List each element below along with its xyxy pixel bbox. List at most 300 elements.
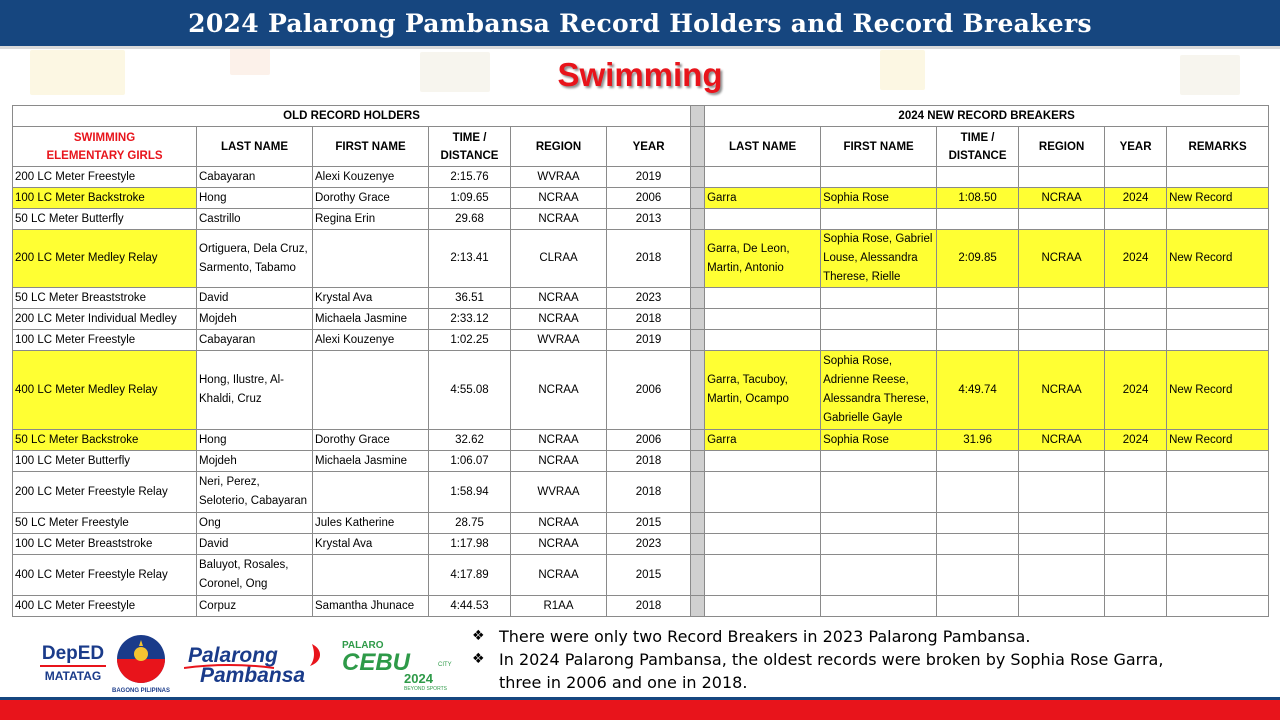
bagong-pilipinas-logo: [110, 632, 172, 694]
category-line: SWIMMING: [73, 131, 136, 144]
old-last-name-cell: [197, 330, 313, 351]
old-time-cell: 2:33.12: [429, 309, 511, 330]
new-first-name-cell: [821, 167, 937, 188]
record-row: [13, 472, 1269, 513]
old-time-cell: 32.62: [429, 430, 511, 451]
cell-line: Khaldi, Cruz: [199, 393, 262, 405]
new-time-cell: 31.96: [937, 430, 1019, 451]
new-time-cell: [937, 472, 1019, 513]
cebu-text: CEBU: [342, 649, 411, 676]
note-text: In 2024 Palarong Pambansa, the oldest records were broken by Sophia Rose Garra,: [499, 650, 1164, 669]
cell-line: Samantha Jhunace: [315, 599, 415, 612]
palaro-cebu-2024-logo: [338, 636, 458, 692]
new-year-header: YEAR: [1105, 127, 1167, 167]
record-row: [13, 209, 1269, 230]
new-region-cell: [1019, 513, 1105, 534]
palaro-text: PALARO: [342, 640, 384, 651]
old-last-name-cell: [197, 188, 313, 209]
new-last-name-cell: [705, 288, 821, 309]
new-last-name-cell: [705, 330, 821, 351]
remarks-cell: [1167, 513, 1269, 534]
event-cell: 400 LC Meter Medley Relay: [13, 351, 197, 430]
new-last-name-header: LAST NAME: [705, 127, 821, 167]
record-row: [13, 351, 1269, 430]
new-first-name-cell: [821, 472, 937, 513]
new-first-name-cell: [821, 513, 937, 534]
column-separator: [691, 167, 705, 188]
cell-line: Garra: [707, 433, 737, 446]
old-year-cell: 2006: [607, 430, 691, 451]
sport-title: Swimming: [557, 56, 723, 93]
cell-line: Sophia Rose, Gabriel: [823, 233, 933, 245]
old-first-name-cell: [313, 188, 429, 209]
new-region-cell: NCRAA: [1019, 188, 1105, 209]
new-time-cell: [937, 513, 1019, 534]
diamond-bullet-icon: ❖: [472, 628, 485, 644]
cell-line: Therese, Rielle: [823, 271, 901, 283]
cell-line: David: [199, 537, 229, 550]
new-first-name-cell: [821, 209, 937, 230]
cell-line: David: [199, 291, 229, 304]
header-line: TIME /: [960, 131, 995, 144]
record-row: [13, 513, 1269, 534]
new-time-cell: 1:08.50: [937, 188, 1019, 209]
new-time-cell: 2:09.85: [937, 230, 1019, 288]
old-time-cell: 36.51: [429, 288, 511, 309]
new-time-cell: [937, 167, 1019, 188]
remarks-cell: [1167, 534, 1269, 555]
new-year-cell: 2024: [1105, 188, 1167, 209]
cell-line: Sophia Rose,: [823, 355, 893, 367]
record-row: [13, 188, 1269, 209]
event-cell: 400 LC Meter Freestyle Relay: [13, 555, 197, 596]
city-text: CITY: [438, 662, 452, 668]
old-time-cell: 1:58.94: [429, 472, 511, 513]
year-2024-text: 2024: [404, 671, 433, 686]
note-item: [472, 648, 1272, 671]
new-year-cell: [1105, 451, 1167, 472]
old-year-cell: 2018: [607, 230, 691, 288]
remarks-cell: [1167, 451, 1269, 472]
note-text: There were only two Record Breakers in 2023 Palarong Pambansa.: [499, 627, 1031, 646]
remarks-cell: [1167, 472, 1269, 513]
header-line: DISTANCE: [948, 149, 1007, 162]
new-time-cell: [937, 596, 1019, 617]
old-region-cell: CLRAA: [511, 230, 607, 288]
column-separator: [691, 127, 705, 167]
cell-line: Garra, De Leon,: [707, 242, 790, 255]
column-separator: [691, 288, 705, 309]
column-separator: [691, 534, 705, 555]
new-last-name-cell: [705, 309, 821, 330]
cell-line: Dorothy Grace: [315, 433, 390, 446]
new-time-cell: [937, 534, 1019, 555]
old-region-header: REGION: [511, 127, 607, 167]
old-first-name-cell: [313, 230, 429, 288]
new-region-cell: NCRAA: [1019, 230, 1105, 288]
record-row: [13, 555, 1269, 596]
column-separator: [691, 188, 705, 209]
cell-line: Michaela Jasmine: [315, 454, 408, 467]
remarks-cell: [1167, 309, 1269, 330]
cell-line: Alessandra Therese,: [823, 393, 929, 405]
old-region-cell: NCRAA: [511, 188, 607, 209]
remarks-cell: [1167, 167, 1269, 188]
palarong-wordmark: Palarong: [188, 644, 278, 667]
new-year-cell: [1105, 555, 1167, 596]
note-item: [472, 625, 1272, 648]
cell-line: Krystal Ava: [315, 537, 373, 550]
old-year-cell: 2013: [607, 209, 691, 230]
new-first-name-cell: [821, 430, 937, 451]
header-line: DISTANCE: [440, 149, 499, 162]
old-year-cell: 2023: [607, 288, 691, 309]
old-first-name-cell: [313, 167, 429, 188]
old-time-cell: 1:09.65: [429, 188, 511, 209]
old-region-cell: NCRAA: [511, 451, 607, 472]
remarks-cell: [1167, 330, 1269, 351]
diamond-bullet-icon: ❖: [472, 651, 485, 667]
old-region-cell: NCRAA: [511, 555, 607, 596]
old-time-cell: 28.75: [429, 513, 511, 534]
cell-line: Coronel, Ong: [199, 578, 268, 590]
remarks-header: REMARKS: [1167, 127, 1269, 167]
column-separator: [691, 309, 705, 330]
cell-line: Garra, Tacuboy,: [707, 374, 788, 386]
old-year-cell: 2019: [607, 167, 691, 188]
old-last-name-cell: [197, 167, 313, 188]
cell-line: Martin, Ocampo: [707, 393, 789, 405]
cell-line: Baluyot, Rosales,: [199, 559, 289, 571]
new-year-cell: [1105, 309, 1167, 330]
cell-line: Hong, Ilustre, Al-: [199, 374, 285, 386]
record-row: [13, 596, 1269, 617]
column-separator: [691, 209, 705, 230]
footer-bar: [0, 700, 1280, 720]
old-region-cell: R1AA: [511, 596, 607, 617]
new-first-name-cell: [821, 555, 937, 596]
cell-line: Cabayaran: [199, 333, 256, 346]
column-separator: [691, 451, 705, 472]
old-last-name-cell: [197, 472, 313, 513]
record-row: [13, 330, 1269, 351]
new-year-cell: [1105, 534, 1167, 555]
new-time-cell: 4:49.74: [937, 351, 1019, 430]
new-last-name-cell: [705, 596, 821, 617]
record-row: [13, 430, 1269, 451]
cell-line: Mojdeh: [199, 454, 237, 467]
cell-line: Adrienne Reese,: [823, 374, 909, 386]
old-last-name-cell: [197, 430, 313, 451]
cell-line: Hong: [199, 191, 227, 204]
old-first-name-cell: [313, 534, 429, 555]
new-region-cell: NCRAA: [1019, 351, 1105, 430]
cell-line: Seloterio, Cabayaran: [199, 495, 308, 507]
cell-line: Ortiguera, Dela Cruz,: [199, 242, 308, 255]
cell-line: Sarmento, Tabamo: [199, 261, 296, 274]
new-last-name-cell: [705, 188, 821, 209]
cell-line: Martin, Antonio: [707, 261, 784, 274]
new-region-cell: [1019, 288, 1105, 309]
old-time-cell: 4:44.53: [429, 596, 511, 617]
pambansa-wordmark: Pambansa: [200, 664, 306, 686]
header-bar: [0, 0, 1280, 49]
old-first-name-cell: [313, 596, 429, 617]
cell-line: Ong: [199, 516, 221, 529]
column-separator: [691, 513, 705, 534]
palarong-pambansa-graphic: [184, 640, 334, 686]
new-year-cell: 2024: [1105, 230, 1167, 288]
remarks-cell: [1167, 596, 1269, 617]
remarks-cell: New Record: [1167, 430, 1269, 451]
old-region-cell: NCRAA: [511, 209, 607, 230]
new-year-cell: [1105, 288, 1167, 309]
remarks-cell: [1167, 555, 1269, 596]
record-row: [13, 167, 1269, 188]
record-row: [13, 309, 1269, 330]
old-time-cell: 2:13.41: [429, 230, 511, 288]
cell-line: Hong: [199, 433, 227, 446]
palarong-pambansa-logo: [184, 640, 334, 686]
record-row: [13, 534, 1269, 555]
new-time-cell: [937, 209, 1019, 230]
remarks-cell: [1167, 288, 1269, 309]
matatag-wordmark: MATATAG: [44, 669, 102, 683]
page-title: 2024 Palarong Pambansa Record Holders and Record Breakers: [188, 8, 1092, 38]
beyond-sports-text: BEYOND SPORTS: [404, 686, 447, 692]
new-first-name-cell: [821, 596, 937, 617]
old-time-cell: 1:17.98: [429, 534, 511, 555]
column-separator: [691, 230, 705, 288]
old-first-name-cell: [313, 472, 429, 513]
old-year-cell: 2006: [607, 351, 691, 430]
new-first-name-cell: [821, 288, 937, 309]
category-line: ELEMENTARY GIRLS: [46, 149, 163, 162]
cell-line: Neri, Perez,: [199, 476, 260, 488]
new-year-cell: [1105, 596, 1167, 617]
old-time-header: [429, 127, 511, 167]
remarks-cell: [1167, 209, 1269, 230]
old-year-cell: 2018: [607, 451, 691, 472]
event-cell: 200 LC Meter Medley Relay: [13, 230, 197, 288]
records-table: [12, 105, 1269, 617]
notes-list: [472, 625, 1272, 694]
cell-line: Dorothy Grace: [315, 191, 390, 204]
new-region-cell: [1019, 209, 1105, 230]
bagong-pilipinas-text: BAGONG PILIPINAS: [111, 688, 171, 694]
cell-line: Krystal Ava: [315, 291, 373, 304]
cell-line: Alexi Kouzenye: [315, 170, 395, 183]
old-last-name-cell: [197, 309, 313, 330]
cell-line: Louse, Alessandra: [823, 252, 918, 264]
old-first-name-cell: [313, 209, 429, 230]
old-region-cell: WVRAA: [511, 167, 607, 188]
new-last-name-cell: [705, 451, 821, 472]
old-time-cell: 29.68: [429, 209, 511, 230]
new-time-cell: [937, 309, 1019, 330]
column-separator: [691, 351, 705, 430]
old-region-cell: NCRAA: [511, 351, 607, 430]
event-cell: 50 LC Meter Breaststroke: [13, 288, 197, 309]
old-region-cell: NCRAA: [511, 288, 607, 309]
record-row: [13, 451, 1269, 472]
record-row: [13, 230, 1269, 288]
new-year-cell: [1105, 513, 1167, 534]
new-first-name-cell: [821, 451, 937, 472]
old-last-name-cell: [197, 230, 313, 288]
old-first-name-cell: [313, 513, 429, 534]
new-time-header: [937, 127, 1019, 167]
event-cell: 50 LC Meter Backstroke: [13, 430, 197, 451]
new-year-cell: [1105, 330, 1167, 351]
old-first-name-cell: [313, 309, 429, 330]
new-first-name-cell: [821, 330, 937, 351]
column-separator: [691, 555, 705, 596]
records-body: [13, 167, 1269, 617]
note-text-continued: three in 2006 and one in 2018.: [499, 673, 748, 692]
column-separator: [691, 472, 705, 513]
new-year-cell: [1105, 209, 1167, 230]
old-first-name-cell: [313, 288, 429, 309]
old-first-name-cell: [313, 330, 429, 351]
event-cell: 400 LC Meter Freestyle: [13, 596, 197, 617]
new-first-name-cell: [821, 230, 937, 288]
old-last-name-cell: [197, 288, 313, 309]
old-year-header: YEAR: [607, 127, 691, 167]
new-last-name-cell: [705, 555, 821, 596]
remarks-cell: New Record: [1167, 351, 1269, 430]
new-region-cell: [1019, 596, 1105, 617]
column-separator: [691, 430, 705, 451]
cell-line: Garra: [707, 191, 737, 204]
new-year-cell: [1105, 472, 1167, 513]
old-year-cell: 2018: [607, 596, 691, 617]
new-time-cell: [937, 288, 1019, 309]
new-first-name-header: FIRST NAME: [821, 127, 937, 167]
old-year-cell: 2018: [607, 472, 691, 513]
new-region-cell: [1019, 309, 1105, 330]
new-last-name-cell: [705, 534, 821, 555]
old-last-name-cell: [197, 351, 313, 430]
cell-line: Mojdeh: [199, 312, 237, 325]
column-separator: [691, 106, 705, 127]
old-region-cell: NCRAA: [511, 513, 607, 534]
new-year-cell: 2024: [1105, 351, 1167, 430]
new-region-cell: NCRAA: [1019, 430, 1105, 451]
old-year-cell: 2015: [607, 513, 691, 534]
event-cell: 200 LC Meter Freestyle Relay: [13, 472, 197, 513]
cell-line: Cabayaran: [199, 170, 256, 183]
old-last-name-cell: [197, 209, 313, 230]
event-cell: 100 LC Meter Freestyle: [13, 330, 197, 351]
old-region-cell: NCRAA: [511, 309, 607, 330]
new-region-cell: [1019, 534, 1105, 555]
old-last-name-cell: [197, 451, 313, 472]
cell-line: Sophia Rose: [823, 191, 889, 204]
new-last-name-cell: [705, 472, 821, 513]
event-cell: 100 LC Meter Backstroke: [13, 188, 197, 209]
old-last-name-cell: [197, 555, 313, 596]
old-first-name-cell: [313, 351, 429, 430]
new-last-name-cell: [705, 230, 821, 288]
new-region-cell: [1019, 555, 1105, 596]
old-year-cell: 2015: [607, 555, 691, 596]
old-last-name-cell: [197, 534, 313, 555]
new-region-cell: [1019, 330, 1105, 351]
cell-line: Jules Katherine: [315, 516, 395, 529]
group-header-row: [13, 106, 1269, 127]
old-region-cell: WVRAA: [511, 330, 607, 351]
old-region-cell: NCRAA: [511, 534, 607, 555]
old-time-cell: 4:55.08: [429, 351, 511, 430]
old-last-name-header: LAST NAME: [197, 127, 313, 167]
new-time-cell: [937, 330, 1019, 351]
cell-line: Regina Erin: [315, 212, 376, 225]
old-last-name-cell: [197, 513, 313, 534]
old-records-header: OLD RECORD HOLDERS: [13, 106, 691, 127]
new-year-cell: [1105, 167, 1167, 188]
cell-line: Corpuz: [199, 599, 237, 612]
old-time-cell: 1:02.25: [429, 330, 511, 351]
remarks-cell: New Record: [1167, 188, 1269, 209]
column-separator: [691, 596, 705, 617]
new-last-name-cell: [705, 167, 821, 188]
old-time-cell: 2:15.76: [429, 167, 511, 188]
new-first-name-cell: [821, 309, 937, 330]
record-row: [13, 288, 1269, 309]
old-time-cell: 4:17.89: [429, 555, 511, 596]
cell-line: Alexi Kouzenye: [315, 333, 395, 346]
new-time-cell: [937, 451, 1019, 472]
header-line: TIME /: [452, 131, 487, 144]
old-year-cell: 2023: [607, 534, 691, 555]
column-header-row: [13, 127, 1269, 167]
deped-logo-graphic: [38, 636, 108, 690]
new-region-cell: [1019, 472, 1105, 513]
old-first-name-cell: [313, 555, 429, 596]
new-first-name-cell: [821, 188, 937, 209]
new-year-cell: 2024: [1105, 430, 1167, 451]
new-first-name-cell: [821, 534, 937, 555]
new-time-cell: [937, 555, 1019, 596]
category-header: [13, 127, 197, 167]
new-last-name-cell: [705, 513, 821, 534]
new-last-name-cell: [705, 351, 821, 430]
old-first-name-header: FIRST NAME: [313, 127, 429, 167]
event-cell: 100 LC Meter Butterfly: [13, 451, 197, 472]
new-last-name-cell: [705, 209, 821, 230]
column-separator: [691, 330, 705, 351]
old-year-cell: 2006: [607, 188, 691, 209]
new-region-header: REGION: [1019, 127, 1105, 167]
old-time-cell: 1:06.07: [429, 451, 511, 472]
cell-line: Castrillo: [199, 212, 241, 225]
old-region-cell: WVRAA: [511, 472, 607, 513]
event-cell: 100 LC Meter Breaststroke: [13, 534, 197, 555]
new-first-name-cell: [821, 351, 937, 430]
new-records-header: 2024 NEW RECORD BREAKERS: [705, 106, 1269, 127]
remarks-cell: New Record: [1167, 230, 1269, 288]
event-cell: 200 LC Meter Individual Medley: [13, 309, 197, 330]
deped-wordmark: DepED: [41, 643, 105, 664]
old-year-cell: 2018: [607, 309, 691, 330]
new-last-name-cell: [705, 430, 821, 451]
palaro-cebu-graphic: [338, 636, 458, 692]
cell-line: Gabrielle Gayle: [823, 412, 903, 424]
cell-line: Michaela Jasmine: [315, 312, 408, 325]
event-cell: 50 LC Meter Butterfly: [13, 209, 197, 230]
new-region-cell: [1019, 451, 1105, 472]
